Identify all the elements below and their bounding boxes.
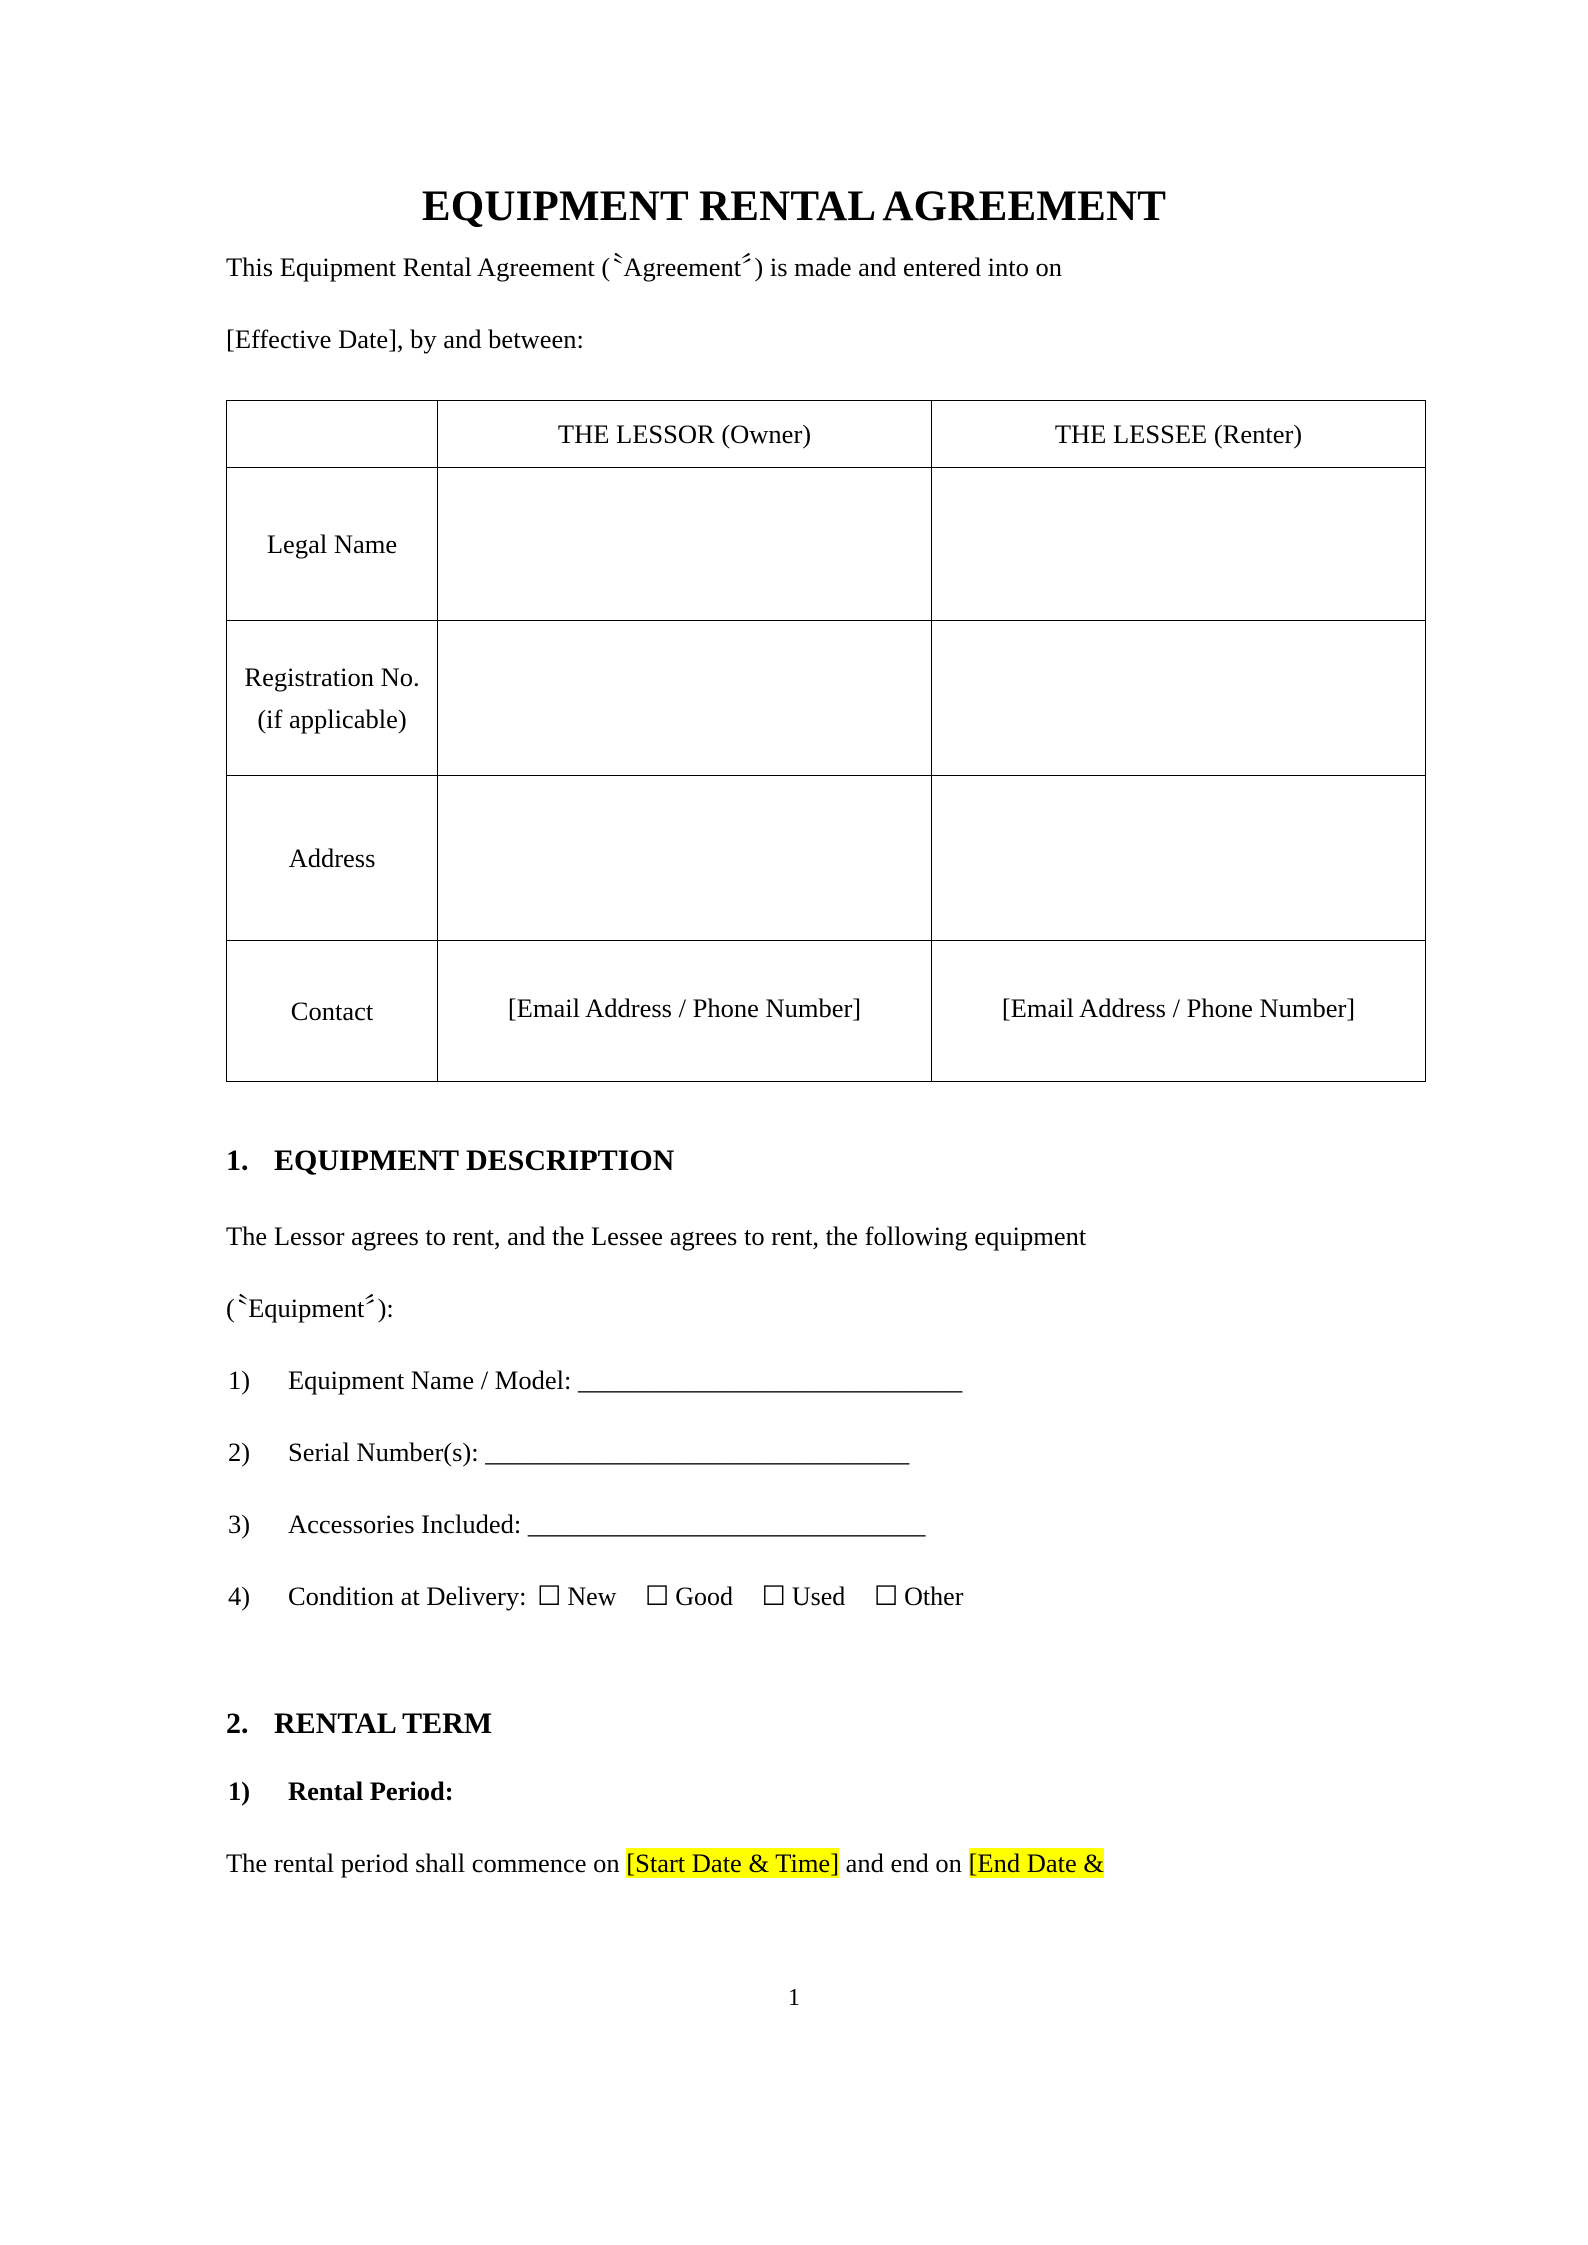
checkbox-label-good: Good: [675, 1582, 734, 1611]
condition-at-delivery-label: Condition at Delivery:: [288, 1581, 527, 1611]
checkbox-condition-new[interactable]: [537, 1560, 616, 1633]
field-contact-lessor[interactable]: [438, 941, 932, 1082]
row-label-registration-no: Registration No. (if applicable): [227, 621, 438, 776]
field-address-lessee[interactable]: [932, 776, 1426, 941]
row-label-legal-name: Legal Name: [227, 468, 438, 621]
page-title: EQUIPMENT RENTAL AGREEMENT: [421, 183, 1167, 230]
field-registration-no-lessor[interactable]: [438, 621, 932, 776]
rental-period-prefix: The rental period shall commence on: [226, 1848, 627, 1878]
checkbox-label-new: New: [567, 1582, 617, 1611]
checkbox-label-used: Used: [791, 1582, 846, 1611]
table-header-row: [227, 401, 1426, 468]
checkbox-condition-used[interactable]: [762, 1560, 846, 1633]
list-item: [226, 1416, 1362, 1488]
page-number: 1: [788, 1985, 800, 2011]
rental-period-subheading: [226, 1755, 1362, 1827]
row-label-address: Address: [227, 776, 438, 941]
table-row: [227, 776, 1426, 941]
field-address-lessor[interactable]: [438, 776, 932, 941]
rental-period-sentence: [226, 1827, 1362, 1899]
section-2-title: RENTAL TERM: [274, 1707, 493, 1740]
section-2-body: [226, 1755, 1362, 1899]
sub-marker-1: 1): [228, 1776, 251, 1806]
checkbox-icon: ☐: [873, 1581, 899, 1611]
checkbox-icon: ☐: [761, 1581, 786, 1611]
section-2-heading: [226, 1633, 1362, 1741]
section-1-heading: [226, 1082, 1362, 1178]
column-header-lessee: THE LESSEE (Renter): [932, 401, 1426, 468]
table-corner-cell: [227, 401, 438, 468]
equipment-fields-list: [226, 1344, 1362, 1633]
equipment-name-model-field[interactable]: Equipment Name / Model: _____________________________: [288, 1365, 963, 1395]
intro-paragraph-line1: This Equipment Rental Agreement (〝Agreement〞) is made and entered into on: [226, 252, 1062, 282]
checkbox-condition-other[interactable]: [874, 1560, 963, 1633]
section-1-title: EQUIPMENT DESCRIPTION: [274, 1144, 675, 1177]
list-marker-2: 2): [228, 1437, 251, 1467]
rental-period-middle: and end on: [839, 1848, 969, 1878]
table-row: [227, 621, 1426, 776]
list-marker-3: 3): [228, 1509, 251, 1539]
party-information-table: [226, 400, 1426, 1082]
list-item: [226, 1560, 1362, 1633]
field-legal-name-lessor[interactable]: [438, 468, 932, 621]
table-row: [227, 468, 1426, 621]
section-1-body: [226, 1200, 1362, 1633]
row-label-contact: Contact: [227, 941, 438, 1082]
page-content: [226, 0, 1362, 1899]
list-marker-1: 1): [228, 1365, 251, 1395]
checkbox-condition-good[interactable]: [645, 1560, 733, 1633]
placeholder-end-date[interactable]: [End Date &: [968, 1848, 1104, 1878]
placeholder-start-date[interactable]: [Start Date & Time]: [626, 1848, 840, 1878]
checkbox-label-other: Other: [904, 1582, 964, 1611]
checkbox-icon: ☐: [645, 1581, 670, 1611]
list-item: [226, 1488, 1362, 1560]
table-row: [227, 941, 1426, 1082]
rental-period-label: Rental Period:: [288, 1776, 454, 1806]
serial-numbers-field[interactable]: Serial Number(s): ________________________________: [288, 1437, 910, 1467]
intro-paragraph-line2: [Effective Date], by and between:: [226, 324, 584, 354]
accessories-included-field[interactable]: Accessories Included: ______________________________: [288, 1509, 926, 1539]
section-1-paragraph-line1: The Lessor agrees to rent, and the Lessee agrees to rent, the following equipment: [226, 1221, 1087, 1251]
section-1-paragraph-line2: (〝Equipment〞):: [226, 1293, 394, 1323]
checkbox-icon: ☐: [537, 1581, 562, 1611]
section-2-number: 2.: [226, 1707, 249, 1740]
contact-lessee-value: [Email Address / Phone Number]: [1001, 992, 1356, 1023]
contact-lessor-value: [Email Address / Phone Number]: [507, 992, 862, 1023]
section-1-number: 1.: [226, 1144, 249, 1177]
column-header-lessor: THE LESSOR (Owner): [438, 401, 932, 468]
field-registration-no-lessee[interactable]: [932, 621, 1426, 776]
field-legal-name-lessee[interactable]: [932, 468, 1426, 621]
list-marker-4: 4): [228, 1581, 251, 1611]
list-item: [226, 1344, 1362, 1416]
field-contact-lessee[interactable]: [932, 941, 1426, 1082]
